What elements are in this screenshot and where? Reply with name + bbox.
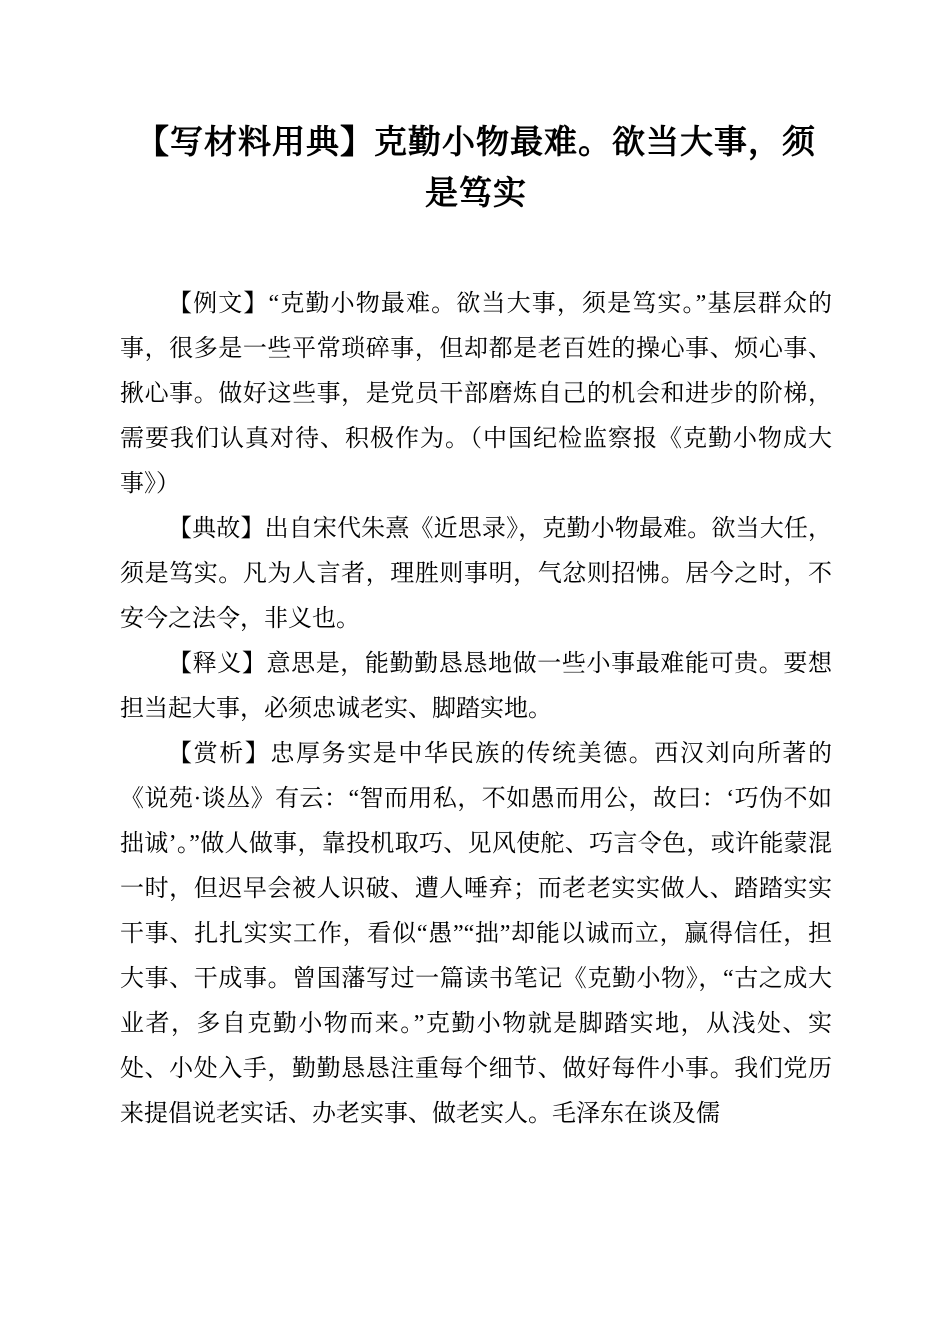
paragraph-liwen: 【例文】“克勤小物最难。欲当大事，须是笃实。”基层群众的事，很多是一些平常琐碎事，但却都是老百姓的操心事、烦心事、揪心事。做好这些事，是党员干部磨炼自己的机会和进步的阶梯，需要我们认真对待、积极作为。（中国纪检监察报《克勤小物成大事》） — [120, 291, 832, 498]
document-title: 【写材料用典】克勤小物最难。欲当大事，须是笃实 — [136, 125, 816, 213]
document-body — [120, 282, 832, 1137]
paragraph-diangu: 【典故】出自宋代朱熹《近思录》，克勤小物最难。欲当大任，须是笃实。凡为人言者，理胜则事明，气忿则招怫。居今之时，不安今之法令，非义也。 — [120, 516, 832, 633]
paragraph-shangxi: 【赏析】忠厚务实是中华民族的传统美德。西汉刘向所著的《说苑·谈丛》有云：“智而用私，不如愚而用公，故曰：‘巧伪不如拙诚’。”做人做事，靠投机取巧、见风使舵、巧言令色，或许能蒙混一时，但迟早会被人识破、遭人唾弃；而老老实实做人、踏踏实实干事、扎扎实实工作，看似“愚”“拙”却能以诚而立，赢得信任，担大事、干成事。曾国藩写过一篇读书笔记《克勤小物》，“古之成大业者，多自克勤小物而来。”克勤小物就是脚踏实地，从浅处、实处、小处入手，勤勤恳恳注重每个细节、做好每件小事。我们党历来提倡说老实话、办老实事、做老实人。毛泽东在谈及儒 — [120, 741, 832, 1128]
paragraph-shiyi: 【释义】意思是，能勤勤恳恳地做一些小事最难能可贵。要想担当起大事，必须忠诚老实、脚踏实地。 — [120, 651, 832, 723]
